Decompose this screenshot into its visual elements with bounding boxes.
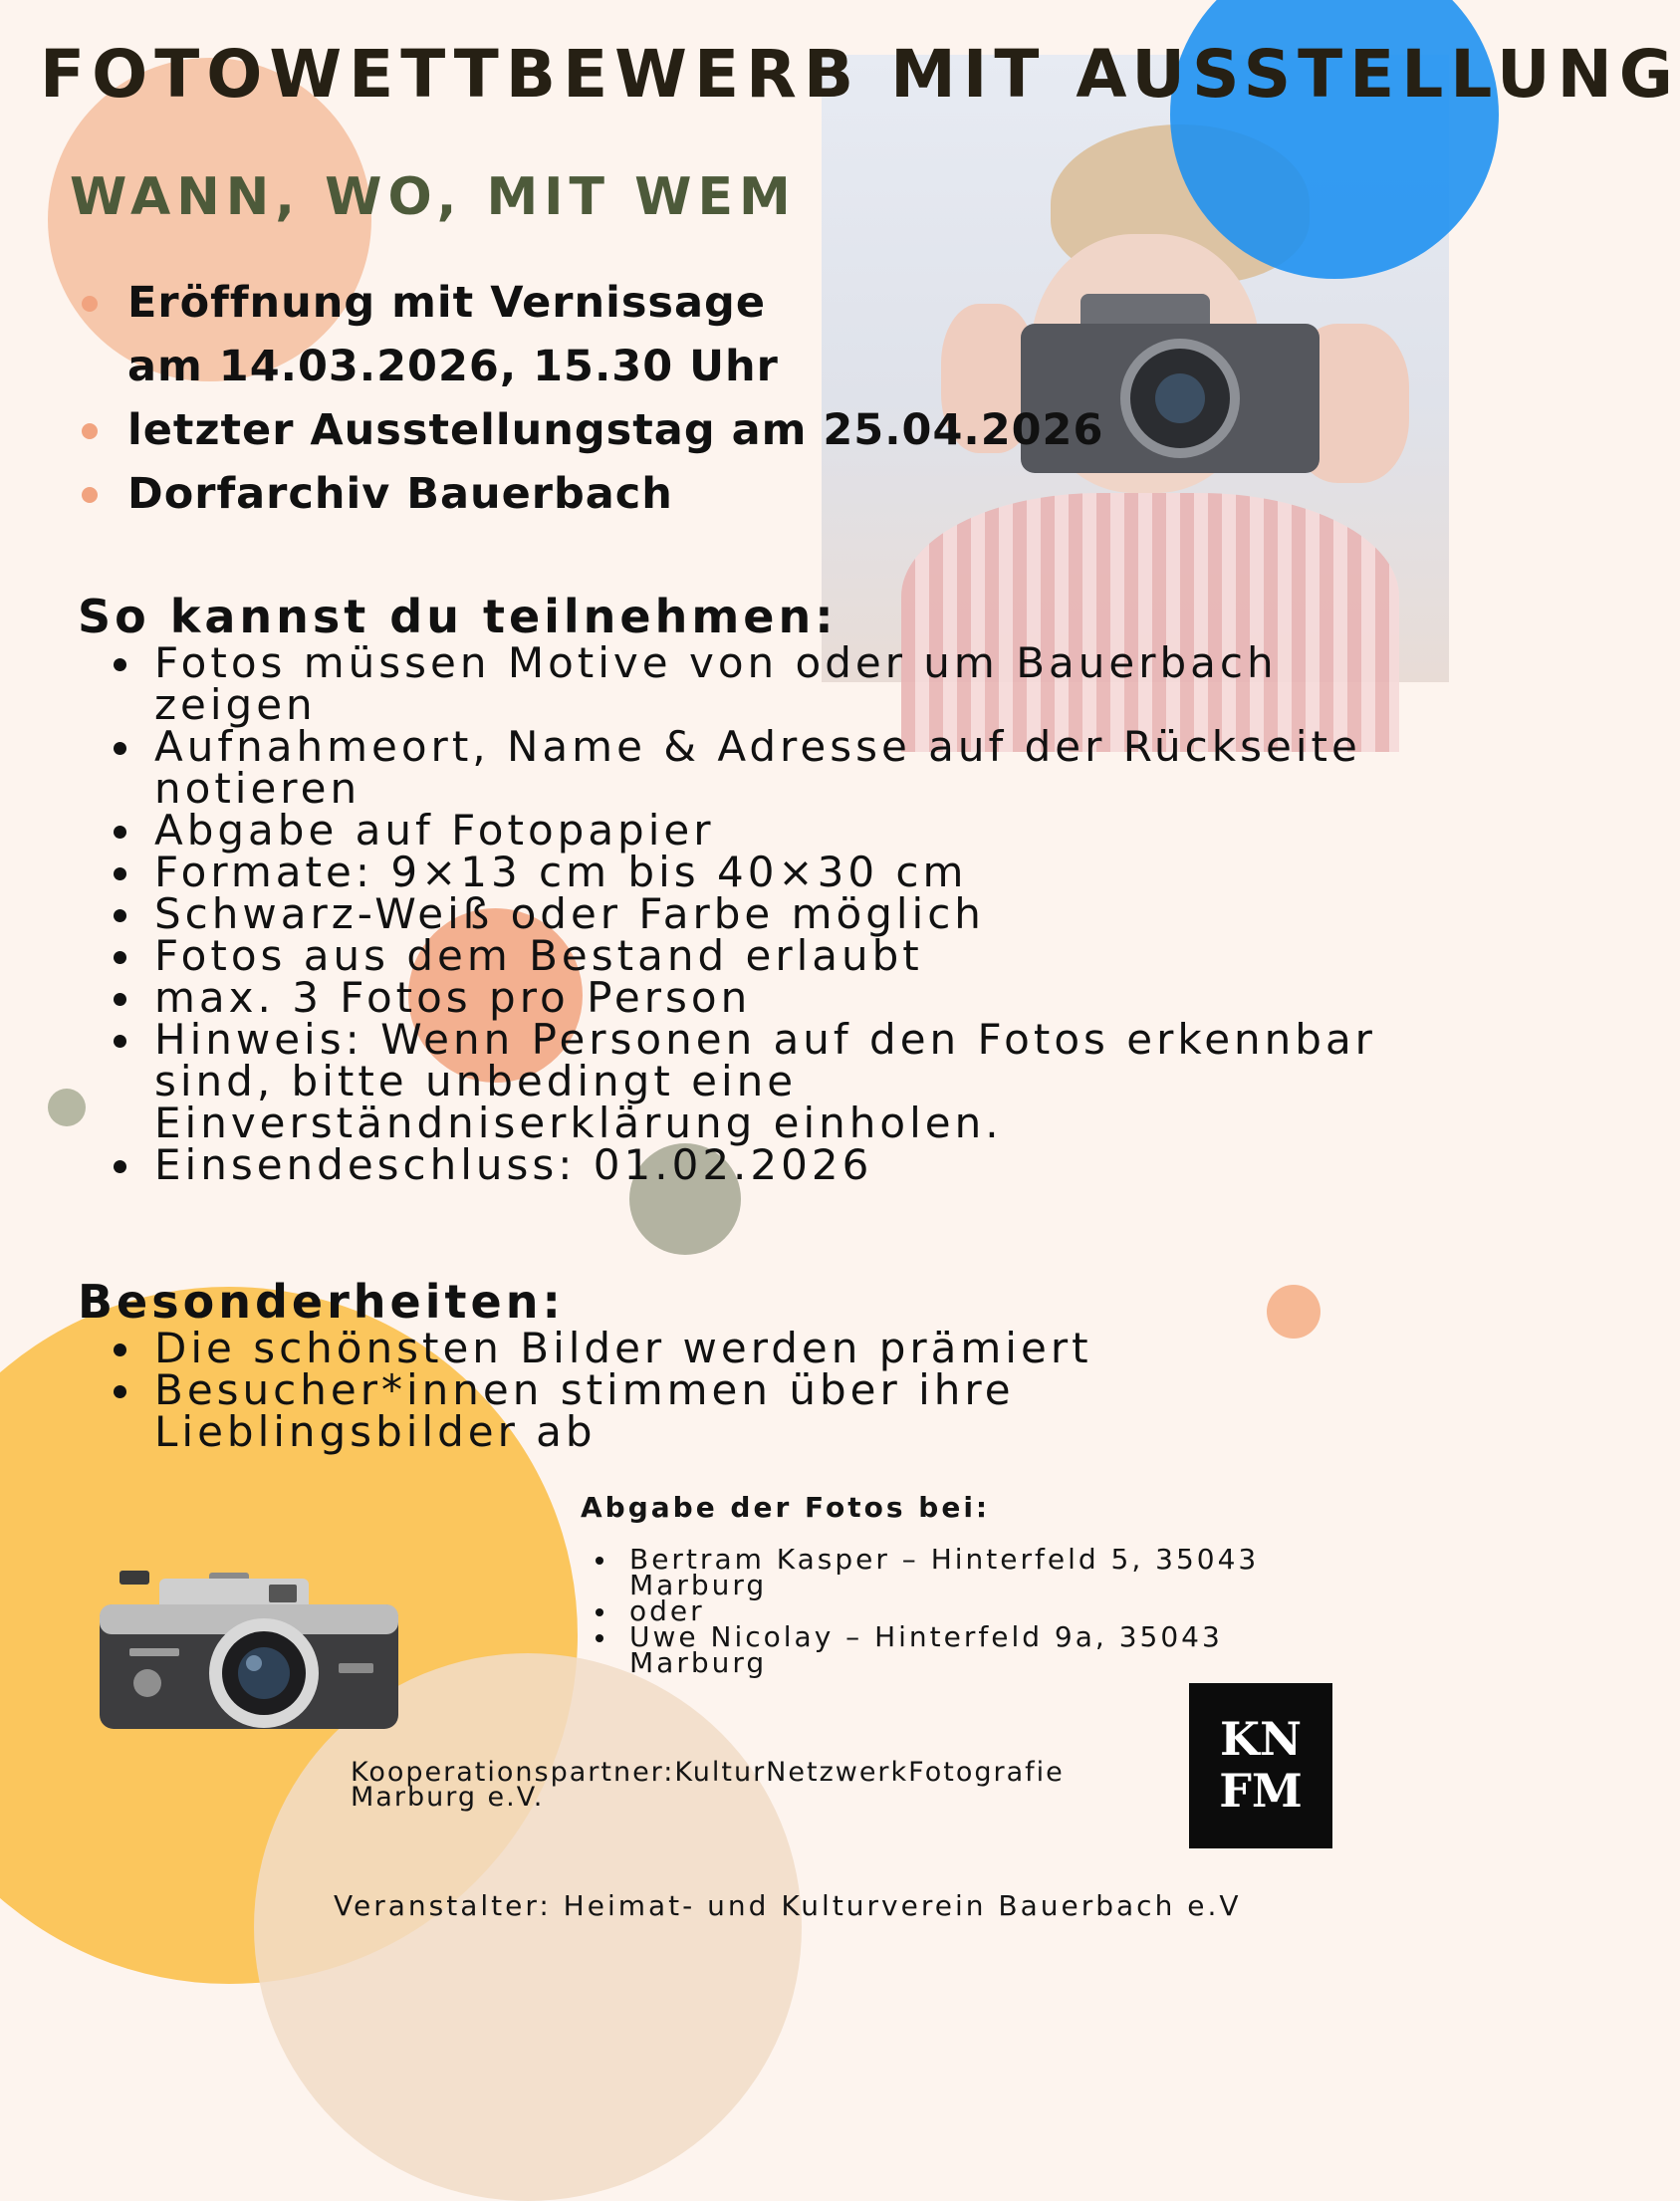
list-item: letzter Ausstellungstag am 25.04.2026 (80, 398, 1103, 462)
list-item: Bertram Kasper – Hinterfeld 5, 35043 Marburg (590, 1547, 1287, 1598)
list-item: oder (590, 1598, 1287, 1624)
knfm-logo: KN FM (1189, 1683, 1332, 1848)
list-item: Dorfarchiv Bauerbach (80, 462, 1103, 526)
page-title: FOTOWETTBEWERB MIT AUSSTELLUNG (40, 36, 1680, 113)
participate-heading: So kannst du teilnehmen: (78, 590, 838, 643)
list-item: Uwe Nicolay – Hinterfeld 9a, 35043 Marburg (590, 1624, 1287, 1676)
list-item: Besucher*innen stimmen über ihre Lieblingsbilder ab (110, 1369, 1305, 1453)
section-subtitle: WANN, WO, MIT WEM (70, 167, 797, 227)
vintage-camera-image (100, 1569, 398, 1743)
handin-title: Abgabe der Fotos bei: (581, 1491, 991, 1524)
partner-text: Kooperationspartner:KulturNetzwerkFotografie Marburg e.V. (351, 1757, 1065, 1813)
list-item: Eröffnung mit Vernissage am 14.03.2026, 15.30 Uhr (80, 271, 1103, 398)
list-item: Schwarz-Weiß oder Farbe möglich (110, 893, 1394, 935)
special-list (110, 1324, 1305, 1456)
list-item: Abgabe auf Fotopapier (110, 810, 1394, 852)
list-item: Einsendeschluss: 01.02.2026 (110, 1144, 1394, 1186)
list-item: Die schönsten Bilder werden prämiert (110, 1328, 1305, 1369)
list-item: Formate: 9×13 cm bis 40×30 cm (110, 852, 1394, 893)
list-item: max. 3 Fotos pro Person (110, 977, 1394, 1019)
when-where-list (80, 271, 1103, 526)
list-item: Fotos müssen Motive von oder um Bauerbach zeigen (110, 642, 1394, 726)
participate-list (110, 638, 1394, 1189)
list-item: Fotos aus dem Bestand erlaubt (110, 935, 1394, 977)
decor-dot-olive (48, 1089, 86, 1126)
list-item: Aufnahmeort, Name & Adresse auf der Rückseite notieren (110, 726, 1394, 810)
organizer-text: Veranstalter: Heimat- und Kulturverein Bauerbach e.V (334, 1889, 1242, 1922)
list-item: Hinweis: Wenn Personen auf den Fotos erkennbar sind, bitte unbedingt eine Einverständniserklärung einholen. (110, 1019, 1394, 1144)
handin-list (590, 1543, 1287, 1679)
special-heading: Besonderheiten: (78, 1275, 565, 1329)
